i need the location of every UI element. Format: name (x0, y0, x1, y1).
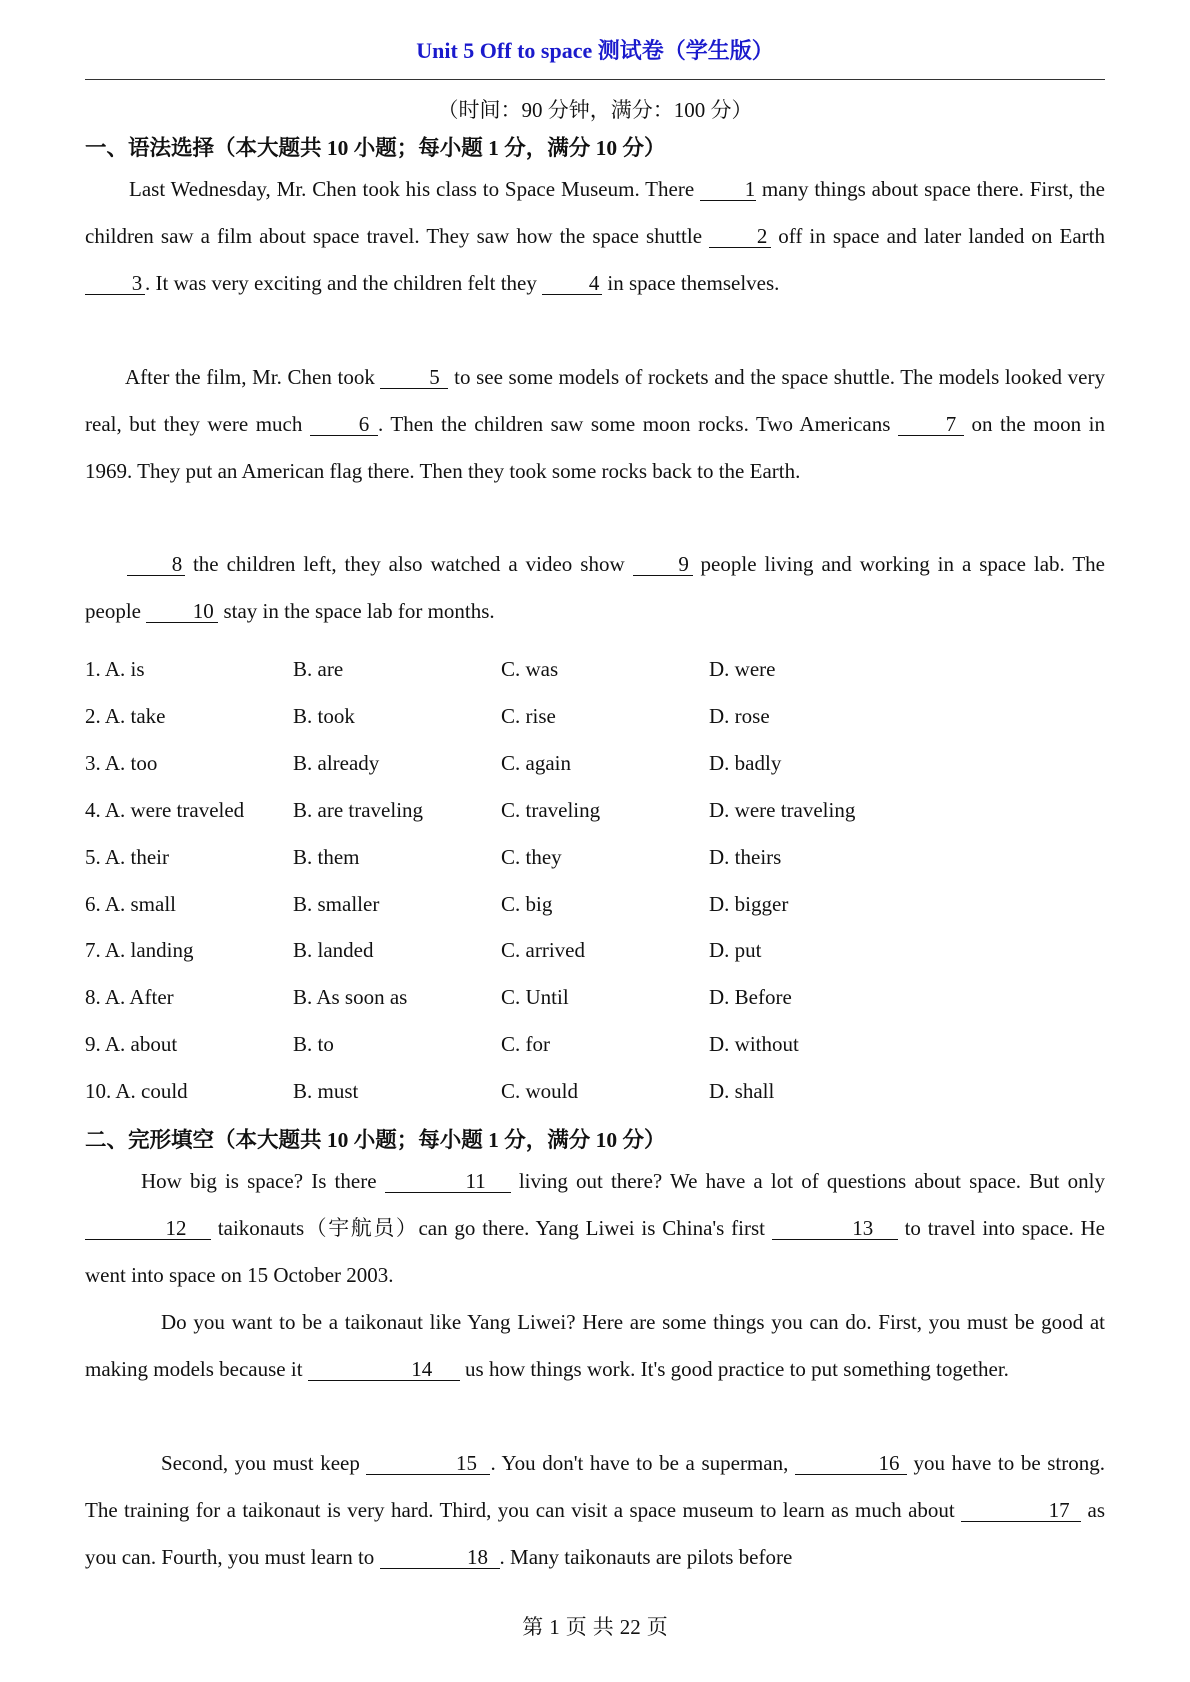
option-d: D. were traveling (709, 798, 856, 822)
page-footer (0, 1611, 1190, 1641)
option-a: 1. A. is (85, 657, 145, 681)
blank-10: 10 (146, 600, 218, 623)
blank-12: 12 (85, 1217, 211, 1240)
option-row (85, 1079, 1105, 1109)
passage-text: Do you want to be a taikonaut like Yang Liwei? Here are some things you can do. First, you must be good at making models because it (85, 1310, 1105, 1381)
option-row (85, 798, 1105, 828)
option-row (85, 845, 1105, 875)
blank-9: 9 (633, 553, 693, 576)
passage1-paragraph1 (85, 166, 1105, 307)
blank-2: 2 (709, 225, 771, 248)
blank-15: 15 (366, 1452, 490, 1475)
blank-11: 11 (385, 1170, 511, 1193)
passage-text: to travel into space. He went into space on 15 October 2003. (85, 1216, 1105, 1287)
option-row (85, 657, 1105, 687)
passage-text: on the moon in 1969. They put an American flag there. Then they took some rocks back to the Earth. (85, 412, 1105, 483)
blank-8: 8 (127, 553, 185, 576)
option-d: D. rose (709, 704, 770, 728)
passage-text: taikonauts（宇航员）can go there. Yang Liwei is China's first (211, 1216, 772, 1240)
passage-text: . Many taikonauts are pilots before (499, 1545, 793, 1569)
passage-text: to see some models of rockets and the space shuttle. The models looked very real, but they were much (85, 365, 1105, 436)
option-c: C. big (501, 892, 553, 916)
option-b: B. are traveling (293, 798, 424, 822)
option-b: B. already (293, 751, 380, 775)
blank-1: 1 (700, 178, 756, 201)
passage1-paragraph3 (85, 541, 1105, 635)
option-row (85, 985, 1105, 1015)
passage2-paragraph2 (85, 1299, 1105, 1393)
footer-word: 页 (646, 1615, 668, 1639)
option-row (85, 1032, 1105, 1062)
page-total: 22 (619, 1615, 641, 1639)
option-d: D. bigger (709, 892, 789, 916)
passage-text: Last Wednesday, Mr. Chen took his class to Space Museum. There (129, 177, 701, 201)
blank-5: 5 (380, 366, 448, 389)
option-a: 6. A. small (85, 892, 177, 916)
page-title: Unit 5 Off to space 测试卷（学生版） (416, 38, 774, 63)
blank-18: 18 (380, 1546, 500, 1569)
option-d: D. were (709, 657, 776, 681)
option-a: 10. A. could (85, 1079, 188, 1103)
option-b: B. took (293, 704, 355, 728)
passage-text: How big is space? Is there (141, 1169, 385, 1193)
blank-4: 4 (542, 272, 602, 295)
time-info: （时间：90 分钟，满分：100 分） (437, 98, 753, 122)
passage-text: off in space and later landed on Earth (771, 224, 1105, 248)
option-b: B. to (293, 1032, 334, 1056)
passage-text: us how things work. It's good practice to put something together. (459, 1357, 1009, 1381)
option-a: 3. A. too (85, 751, 158, 775)
blank-14: 14 (308, 1358, 460, 1381)
option-row (85, 892, 1105, 922)
option-c: C. rise (501, 704, 556, 728)
option-d: D. theirs (709, 845, 782, 869)
option-d: D. Before (709, 985, 792, 1009)
section-heading-cloze: 二、完形填空（本大题共 10 小题；每小题 1 分，满分 10 分） (85, 1128, 666, 1152)
passage-text: . You don't have to be a superman, (490, 1451, 795, 1475)
option-row (85, 704, 1105, 734)
option-b: B. smaller (293, 892, 380, 916)
option-a: 9. A. about (85, 1032, 178, 1056)
passage-text: in space themselves. (602, 271, 780, 295)
passage2-paragraph3 (85, 1440, 1105, 1581)
passage2-paragraph1 (85, 1158, 1105, 1299)
passage-text: the children left, they also watched a video show (185, 552, 633, 576)
option-a: 2. A. take (85, 704, 166, 728)
option-d: D. badly (709, 751, 782, 775)
passage-text: . It was very exciting and the children felt they (145, 271, 543, 295)
passage-text: . Then the children saw some moon rocks. Two Americans (377, 412, 898, 436)
option-d: D. put (709, 938, 762, 962)
page-number: 1 (549, 1615, 560, 1639)
passage-text: After the film, Mr. Chen took (125, 365, 381, 389)
option-c: C. arrived (501, 938, 585, 962)
passage-text: as you can. Fourth, you must learn to (85, 1498, 1105, 1569)
option-a: 4. A. were traveled (85, 798, 245, 822)
blank-3: 3 (85, 272, 145, 295)
option-c: C. for (501, 1032, 550, 1056)
option-b: B. them (293, 845, 360, 869)
footer-word: 第 (522, 1615, 544, 1639)
blank-17: 17 (961, 1499, 1081, 1522)
passage-text: stay in the space lab for months. (218, 599, 495, 623)
blank-6: 6 (310, 413, 378, 436)
option-c: C. Until (501, 985, 569, 1009)
passage-text: you have to be strong. The training for a taikonaut is very hard. Third, you can visit a space museum to learn as much about (85, 1451, 1106, 1522)
footer-word: 共 (592, 1615, 614, 1639)
option-b: B. As soon as (293, 985, 408, 1009)
option-b: B. are (293, 657, 344, 681)
option-c: C. traveling (501, 798, 601, 822)
option-row (85, 938, 1105, 968)
footer-word: 页 (565, 1615, 587, 1639)
option-d: D. shall (709, 1079, 775, 1103)
passage-text: many things about space there. First, the children saw a film about space travel. They saw how the space shuttle (85, 177, 1105, 248)
option-row (85, 751, 1105, 781)
header-divider (85, 79, 1105, 80)
passage-text: Second, you must keep (161, 1451, 367, 1475)
passage1-paragraph2 (85, 354, 1105, 495)
option-a: 5. A. their (85, 845, 169, 869)
blank-16: 16 (795, 1452, 907, 1475)
option-c: C. was (501, 657, 559, 681)
section-heading-grammar: 一、语法选择（本大题共 10 小题；每小题 1 分，满分 10 分） (85, 136, 666, 160)
option-c: C. they (501, 845, 562, 869)
option-b: B. landed (293, 938, 374, 962)
option-c: C. again (501, 751, 571, 775)
option-a: 8. A. After (85, 985, 174, 1009)
option-a: 7. A. landing (85, 938, 194, 962)
option-d: D. without (709, 1032, 799, 1056)
passage-text: people living and working in a space lab. The people (85, 552, 1105, 623)
passage-text: living out there? We have a lot of questions about space. But only (510, 1169, 1106, 1193)
option-b: B. must (293, 1079, 359, 1103)
blank-13: 13 (772, 1217, 898, 1240)
option-c: C. would (501, 1079, 579, 1103)
blank-7: 7 (898, 413, 964, 436)
